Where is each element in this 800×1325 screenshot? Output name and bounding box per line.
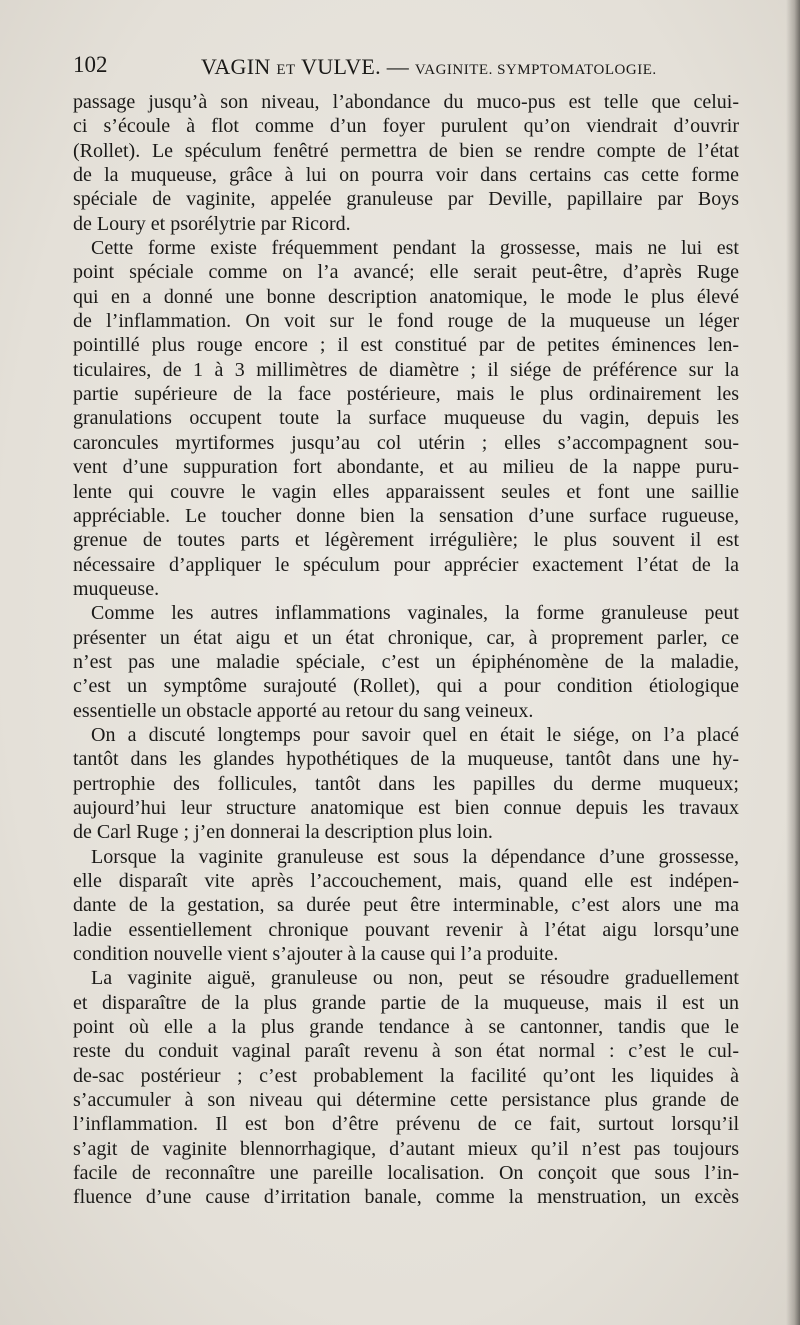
text-line: essentielle un obstacle apporté au retour du sang veineux. xyxy=(73,699,534,722)
body-text xyxy=(73,90,739,1210)
text-line: nécessaire d’appliquer le spéculum pour apprécier exactement l’état de la xyxy=(73,553,739,576)
text-line: Comme les autres inflammations vaginales, la forme granuleuse peut xyxy=(91,602,739,625)
text-line: de-sac postérieur ; c’est probablement la facilité qu’ont les liquides à xyxy=(73,1064,739,1087)
text-line: et disparaître de la plus grande partie de la muqueuse, mais il est un xyxy=(73,991,739,1014)
text-line: facile de reconnaître une pareille localisation. On conçoit que sous l’in- xyxy=(73,1162,739,1185)
text-line: fluence d’une cause d’irritation banale, comme la menstruation, un excès xyxy=(73,1186,739,1209)
text-line: Cette forme existe fréquemment pendant la grossesse, mais ne lui est xyxy=(91,237,739,260)
text-line: de Carl Ruge ; j’en donnerai la description plus loin. xyxy=(73,821,493,844)
running-title xyxy=(201,54,657,80)
text-line: de la muqueuse, grâce à lui on pourra voir dans certains cas cette forme xyxy=(73,164,739,187)
text-line: c’est un symptôme surajouté (Rollet), qui a pour condition étiologique xyxy=(73,675,739,698)
text-line: point où elle a la plus grande tendance à se cantonner, tandis que le xyxy=(73,1016,739,1039)
text-line: granulations occupent toute la surface muqueuse du vagin, depuis les xyxy=(73,407,739,430)
section-title: VAGINITE. SYMPTOMATOLOGIE. xyxy=(414,62,657,78)
text-line: s’agit de vaginite blennorrhagique, d’autant mieux qu’il n’est pas toujours xyxy=(73,1137,739,1160)
text-line: grenue de toutes parts et légèrement irrégulière; le plus souvent il est xyxy=(73,529,739,552)
title-vulve: VULVE. xyxy=(301,54,381,79)
title-dash: — xyxy=(386,54,410,79)
text-line: spéciale de vaginite, appelée granuleuse par Deville, papillaire par Boys xyxy=(73,188,739,211)
text-line: condition nouvelle vient s’ajouter à la cause qui l’a produite. xyxy=(73,943,559,966)
text-line: partie supérieure de la face postérieure, mais le plus ordinairement les xyxy=(73,383,739,406)
page-edge-shadow xyxy=(786,0,800,1325)
text-line: pointillé plus rouge encore ; il est constitué par de petites éminences len- xyxy=(73,334,739,357)
text-line: n’est pas une maladie spéciale, c’est un épiphénomène de la maladie, xyxy=(73,650,739,673)
text-line: de l’inflammation. On voit sur le fond rouge de la muqueuse un léger xyxy=(73,310,739,333)
text-line: passage jusqu’à son niveau, l’abondance du muco-pus est telle que celui- xyxy=(73,91,739,113)
text-line: appréciable. Le toucher donne bien la sensation d’une surface rugueuse, xyxy=(73,504,739,527)
text-line: elle disparaît vite après l’accouchement, mais, quand elle est indépen- xyxy=(73,870,739,892)
text-line: ticulaires, de 1 à 3 millimètres de diamètre ; il siége de préférence sur la xyxy=(73,358,739,381)
running-header xyxy=(73,52,743,86)
title-vagin: VAGIN xyxy=(201,54,271,79)
text-line: présenter un état aigu et un état chronique, car, à proprement parler, ce xyxy=(73,626,739,649)
text-line: (Rollet). Le spéculum fenêtré permettra de bien se rendre compte de l’état xyxy=(73,139,739,162)
text-line: caroncules myrtiformes jusqu’au col utérin ; elles s’accompagnent sou- xyxy=(73,431,739,454)
text-line: lente qui couvre le vagin elles apparaissent seules et font une saillie xyxy=(73,480,739,503)
text-line: s’accumuler à son niveau qui détermine cette persistance plus grande de xyxy=(73,1089,739,1112)
text-line: On a discuté longtemps pour savoir quel en était le siége, on l’a placé xyxy=(91,723,739,746)
text-line: Lorsque la vaginite granuleuse est sous la dépendance d’une grossesse, xyxy=(91,845,739,868)
text-line: dante de la gestation, sa durée peut être interminable, c’est alors une ma xyxy=(73,894,739,917)
text-line: reste du conduit vaginal paraît revenu à son état normal : c’est le cul- xyxy=(73,1040,739,1063)
text-line: l’inflammation. Il est bon d’être prévenu de ce fait, surtout lorsqu’il xyxy=(73,1113,739,1136)
text-line: aujourd’hui leur structure anatomique est bien connue depuis les travaux xyxy=(73,796,739,819)
text-line: tantôt dans les glandes hypothétiques de la muqueuse, tantôt dans une hy- xyxy=(73,748,739,771)
text-line: ci s’écoule à flot comme d’un foyer purulent qu’on viendrait d’ouvrir xyxy=(73,115,739,138)
text-line: de Loury et psorélytrie par Ricord. xyxy=(73,212,351,235)
text-line: ladie essentiellement chronique pouvant revenir à l’état aigu lorsqu’une xyxy=(73,918,739,941)
text-line: pertrophie des follicules, tantôt dans les papilles du derme muqueux; xyxy=(73,772,739,795)
page-number: 102 xyxy=(73,52,108,77)
text-line: qui en a donné une bonne description anatomique, le mode le plus élevé xyxy=(73,285,739,308)
text-line: vent d’une suppuration fort abondante, et au milieu de la nappe puru- xyxy=(73,456,739,479)
title-et: ET xyxy=(276,62,296,78)
text-line: muqueuse. xyxy=(73,577,160,600)
text-line: La vaginite aiguë, granuleuse ou non, peut se résoudre graduellement xyxy=(91,967,739,990)
text-line: point spéciale comme on l’a avancé; elle serait peut-être, d’après Ruge xyxy=(73,261,739,284)
